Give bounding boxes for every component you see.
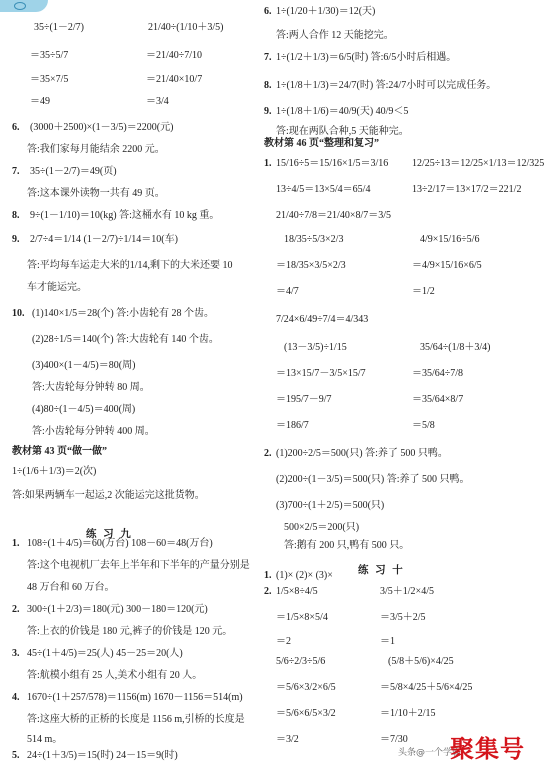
right-line: 答:两人合作 12 天能挖完。 [276,30,394,41]
left-line: 9÷(1－1/10)＝10(kg) 答:这桶水有 10 kg 重。 [30,210,220,221]
left-line: 车才能运完。 [27,282,87,293]
right-line: 9. [264,106,272,117]
left-line: 4. [12,692,20,703]
right-line: ＝13×15/7－3/5×15/7 [276,368,366,379]
left-line: 答:如果两辆车一起运,2 次能运完这批货物。 [12,490,205,501]
right-line: 35/64÷(1/8＋3/4) [420,342,491,353]
right-line: 13÷4/5＝13×5/4＝65/4 [276,184,371,195]
left-line: 2. [12,604,20,615]
right-line: (1)200÷2/5＝500(只) 答:养了 500 只鸭。 [276,448,448,459]
right-line: (13－3/5)÷1/15 [284,342,347,353]
left-line: 6. [12,122,20,133]
section-title-exercise-9: 练 习 九 [86,529,133,540]
left-line: 300÷(1＋2/3)＝180(元) 300－180＝120(元) [27,604,208,615]
right-line: ＝1 [380,636,395,647]
right-line: 1÷(1/20＋1/30)＝12(天) [276,6,376,17]
right-line: 6. [264,6,272,17]
right-line: ＝3/5＋2/5 [380,612,426,623]
left-line: 5. [12,750,20,761]
left-line: 48 万台和 60 万台。 [27,582,115,593]
right-line: 1÷(1/2＋1/3)＝6/5(时) 答:6/5小时后相遇。 [276,52,457,63]
left-line: 答:上衣的价钱是 180 元,裤子的价钱是 120 元。 [27,626,233,637]
right-line: ＝5/8×4/25＋5/6×4/25 [380,682,473,693]
left-line: ＝21/40×10/7 [146,74,203,85]
right-line: 答:现在两队合种,5 天能种完。 [276,126,409,137]
left-line: (4)80÷(1－4/5)＝400(周) [32,404,136,415]
right-line: 7. [264,52,272,63]
left-line: 1. [12,538,20,549]
right-line: 4/9×15/16÷5/6 [420,234,480,245]
left-line: 教材第 43 页“做一做” [12,446,107,457]
left-line: 3. [12,648,20,659]
right-line: 2. [264,586,272,597]
left-line: 35÷(1－2/7) [34,22,84,33]
left-line: (2)28÷1/5＝140(个) 答:大齿轮有 140 个齿。 [32,334,219,345]
right-line: 1. [264,570,272,581]
right-line: ＝35/64÷7/8 [412,368,464,379]
right-line: 2. [264,448,272,459]
left-line: (3000＋2500)×(1－3/5)＝2200(元) [30,122,174,133]
right-line: ＝1/2 [412,286,435,297]
right-line: (3)700÷(1＋2/5)＝500(只) [276,500,385,511]
left-line: 24÷(1＋3/5)＝15(时) 24－15＝9(时) [27,750,178,761]
right-line: ＝5/6×3/2×6/5 [276,682,336,693]
right-line: ＝35/64×8/7 [412,394,464,405]
section-title-exercise-10: 练 习 十 [358,565,405,576]
left-column [0,0,265,766]
left-line: 答:这个电视机厂去年上半年和下半年的产量分别是 [27,560,250,571]
left-line: 答:我们家每月能结余 2200 元。 [27,144,165,155]
left-line: ＝3/4 [146,96,169,107]
right-line: (1)× (2)× (3)× [276,570,333,581]
right-line: 21/40÷7/8＝21/40×8/7＝3/5 [276,210,392,221]
left-line: 108÷(1＋4/5)＝60(万台) 108－60＝48(万台) [27,538,213,549]
left-line: 45÷(1＋4/5)＝25(人) 45－25＝20(人) [27,648,183,659]
left-line: 答:小齿轮每分钟转 400 周。 [32,426,155,437]
right-line: 教材第 46 页“整理和复习” [264,138,379,149]
right-line: ＝195/7－9/7 [276,394,332,405]
left-line: (3)400×(1－4/5)＝80(周) [32,360,136,371]
left-line: 答:这本课外读物一共有 49 页。 [27,188,165,199]
right-line: (2)200÷(1－3/5)＝500(只) 答:养了 500 只鸭。 [276,474,470,485]
right-line: 5/6÷2/3÷5/6 [276,656,326,667]
right-line: 1÷(1/8＋1/6)＝40/9(天) 40/9＜5 [276,106,409,117]
right-line: ＝1/5×8×5/4 [276,612,328,623]
right-line: 答:鹅有 200 只,鸭有 500 只。 [284,540,410,551]
right-line: 1÷(1/8＋1/3)＝24/7(时) 答:24/7小时可以完成任务。 [276,80,497,91]
left-line: 2/7÷4＝1/14 (1－2/7)÷1/14＝10(车) [30,234,178,245]
left-line: (1)140×1/5＝28(个) 答:小齿轮有 28 个齿。 [32,308,215,319]
right-line: 15/16÷5＝15/16×1/5＝3/16 [276,158,389,169]
right-line: ＝1/10＋2/15 [380,708,436,719]
right-line: ＝4/9×15/16×6/5 [412,260,482,271]
left-line: 7. [12,166,20,177]
source-credit: 头条@一个学霸 [397,748,461,758]
left-line: 答:大齿轮每分钟转 80 周。 [32,382,150,393]
right-line: 500×2/5＝200(只) [284,522,360,533]
right-line: ＝18/35×3/5×2/3 [276,260,346,271]
right-line: ＝5/6×6/5×3/2 [276,708,336,719]
right-line: 7/24×6/49÷7/4＝4/343 [276,314,369,325]
left-line: 514 m。 [27,734,63,745]
right-line: 18/35÷5/3×2/3 [284,234,344,245]
left-line: 1670÷(1＋257/578)＝1156(m) 1670－1156＝514(m) [27,692,243,703]
left-line: 1÷(1/6＋1/3)＝2(次) [12,466,97,477]
left-line: 10. [12,308,25,319]
left-line: ＝21/40÷7/10 [146,50,203,61]
right-line: 1. [264,158,272,169]
right-line: 12/25÷13＝12/25×1/13＝12/325 [412,158,544,169]
right-line: ＝3/2 [276,734,299,745]
left-line: 9. [12,234,20,245]
right-line: ＝7/30 [380,734,408,745]
left-line: ＝35×7/5 [30,74,69,85]
right-line: 13÷2/17＝13×17/2＝221/2 [412,184,522,195]
right-line: (5/8＋5/6)×4/25 [388,656,454,667]
right-line: ＝2 [276,636,291,647]
right-line: 1/5×8÷4/5 [276,586,318,597]
left-line: ＝49 [30,96,50,107]
right-column [262,0,544,766]
left-line: 35÷(1－2/7)＝49(页) [30,166,117,177]
left-line: 答:这座大桥的正桥的长度是 1156 m,引桥的长度是 [27,714,245,725]
right-line: 8. [264,80,272,91]
left-line: ＝35÷5/7 [30,50,69,61]
watermark-logo: 聚集号 [450,735,525,763]
left-line: 8. [12,210,20,221]
right-line: 3/5＋1/2×4/5 [380,586,434,597]
left-line: 答:平均每车运走大米的1/14,剩下的大米还要 10 [27,260,233,271]
left-line: 21/40÷(1/10＋3/5) [148,22,224,33]
right-line: ＝4/7 [276,286,299,297]
right-line: ＝5/8 [412,420,435,431]
left-line: 答:航模小组有 25 人,美术小组有 20 人。 [27,670,203,681]
right-line: ＝186/7 [276,420,309,431]
